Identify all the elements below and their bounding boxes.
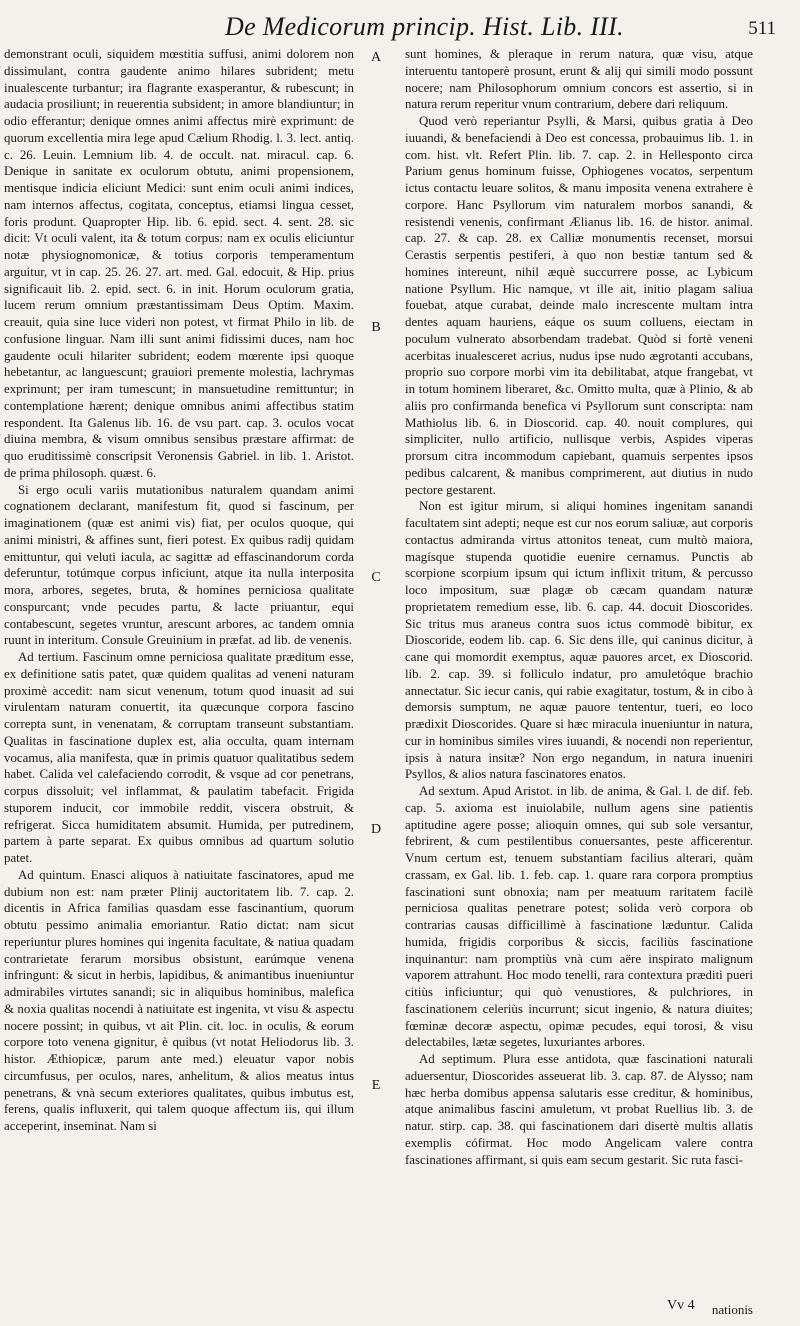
- paragraph: Ad quintum. Enasci aliquos à natiuitate fascinatores, apud me dubium non est: nam præter Plinij auctoritatem lib. 7. cap. 2. dicentis in Africa familias quasdam esse fascinantium, quorum obtutu pessimo animalia emoriantur. Ratio dictat: nam sicut reperiuntur plures homines qui ingenita facultate, & natiua quadam contrarietate ferarum morsibus obsistunt, earúmque venena infringunt: & sicut in herbis, lapidibus, & animantibus inueniuntur admirabiles virtutes sanandi; sic in aliquibus hominibus, malefica & noxia qualitas nocendi à natiuitate est ingenita, vt visu & aspectu nocere possint; in quibus, vt ait Plin. cit. loc. in oculis, & eorum corpore toto venena gignitur, è quibus (vt notat Heliodorus lib. 3. histor. Æthiopicæ, parum ante med.) eleuatur vapor nobis circumfusus, per oculos, nares, anhelitum, & alios meatus intus penetrans, & vnà secum exteriores qualitates, quibus imbutus est, ferens, qualis influxerit, qui talem quoque affectum iis, qui illum acceperint, inseminat. Nam si: [4, 867, 354, 1133]
- right-column: [405, 46, 753, 1168]
- margin-letter-e: E: [371, 1078, 381, 1093]
- margin-letter-c: C: [371, 570, 381, 585]
- margin-letter-a: A: [370, 50, 382, 65]
- page-footer: [405, 1298, 753, 1318]
- paragraph: Si ergo oculi variis mutationibus naturalem quandam animi cognationem declarant, manifestum fit, quod si fascinum, per imaginationem (quæ est animi vis) fiat, per oculos quoque, qui animi ministri, & affines sunt, fieri potest. Ex quibus radij quidam emittuntur, qui veluti iacula, ac sagittæ ad effascinandorum corda deferuntur, totúmque corpus inficiunt, atque ita nulla interposita mora, arbores, segetes, bruta, & homines perniciosa qualitate conspurcant; vnde pecudes partu, & lacte priuantur, equi contabescunt, segetes vruntur, arescunt arbores, ac tandem omnia ruunt in interitum. Consule Greuinium in præfat. ad lib. de venenis.: [4, 482, 354, 648]
- paragraph: Quod verò reperiantur Psylli, & Marsi, quibus gratia à Deo iuuandi, & benefaciendi à Deo est concessa, probauimus lib. 1. in com. hist. vlt. Refert Plin. lib. 7. cap. 2. in Hellesponto circa Parium genus hominum fuisse, Ophiogenes vocatos, serpentum ictus contactu leuare solitos, & manu imposita venena extrahere è corpore. Hanc Psyllorum vim naturalem morbos sanandi, & resistendi venenis, confirmant Ælianus lib. 16. de histor. animal. cap. 27. & cap. 28. ex Calliæ monumentis recenset, morsui Cerastis serpentis pestiferi, à quo non bestiæ tantum sed & homines intereunt, nihil æquè succurrere posse, ac Lybicum natione Psyllum. Hic namque, vt ille ait, initio plagam saliua fouebat, atque curabat, deinde malo increscente multam intra dentes aquam hauriens, eáque os suum colluens, eiectam in poculum vulnerato absorbendam tradebat. Quòd si fortè veneni acerbitas inualesceret acrius, nudus ipse nudo ægrotanti accubans, proprio suo corpore morbi vim ita debilitabat, atque frangebat, vt in totum hominem liberaret, &c. Omitto multa, quæ à Plinio, & ab aliis pro confirmanda benefica vi Psyllorum sunt conscripta: nam Mathiolus lib. 6. in Dioscorid. cap. 40. nouit complures, qui simpliciter, nullo artificio, nullisque verbis, Aspides viperas prorsum citra incommodum capiebant, quamuis serpentes ipsos pedibus calcarent, & manibus comprimerent, aut diutius in nudo pectore gestarent.: [405, 114, 753, 497]
- catchword: nationis: [711, 1302, 753, 1317]
- page-number: 511: [748, 18, 776, 39]
- paragraph: Non est igitur mirum, si aliqui homines ingenitam sanandi facultatem sint adepti; neque est cur nos eorum saliuæ, aut corporis contactus admiranda virtus attonitos teneat, cum multò maiora, magísque stupenda quotidie euenire cernamus. Punctis ab scorpione scorpium ipsum qui ictum inflixit tritum, & percusso loco impositum, suæ plagæ ob cæcam quandam naturæ proprietatem remedium esse, lib. 6. cap. 44. docuit Dioscorides. Sic tritus mus araneus contra suos ictus commodè bibitur, ex Dioscoride, eodem lib. cap. 6. Sic dens ille, qui caninus dicitur, à cane qui momordit exemptus, aquæ pauores arcet, ex Dioscorid. lib. 2. cap. 39. si folliculo indatur, pro amuletóque brachio annectatur. Sic iecur canis, qui rabie exagitatur, tostum, & in cibo à demorsis sumptum, ne aquæ pauore tententur, tueri, eo loco prædixit Dioscorides. Quare si hæc miracula inueniuntur in natura, cur in hominibus similes vires iuuandi, & nocendi non reperientur, ipsis à natura insitæ? Non ergo negandum, in natura inueniri Psyllos, & alios natura fascinatores enatos.: [405, 499, 753, 782]
- running-title: De Medicorum princip. Hist. Lib. III.: [225, 12, 624, 41]
- signature-mark: Vv 4: [667, 1298, 695, 1313]
- left-column: [4, 46, 354, 1135]
- margin-letter-b: B: [371, 320, 381, 335]
- paragraph: Ad tertium. Fascinum omne perniciosa qualitate præditum esse, ex definitione satis patet, quæ quidem qualitas ad veneni naturam proximè accedit: nam sicut venenum, totum quod inuasit ad sui virulentam naturam conuertit, ita quæcunque corpora fascino correpta sunt, in venenatam, & corruptam transeunt substantiam. Qualitas in fascinatione duplex est, alia occulta, quam internam vocamus, alia manifesta, quæ in primis quatuor qualitatibus sedem habet. Calida vel calefaciendo corrodit, & vsque ad cor penetrans, corpus dissoluit; vel inflammat, & paulatim tabefacit. Frigida stuporem inducit, cor immobile reddit, viscera obstruit, & refrigerat. Sicca humiditatem absumit. Humida, per putredinem, partem à parte separat. Ex quibus omnibus ad quartum solutio patet.: [4, 650, 354, 865]
- margin-letter-d: D: [370, 822, 382, 837]
- paragraph: sunt homines, & pleraque in rerum natura, quæ visu, atque interuentu tantoperè prosunt, erunt & alij qui simili modo possunt nocere; nam Philosophorum omnium concors est assertio, si in natura rerum reperitur vnum contrarium, debere dari reliquum.: [405, 47, 753, 112]
- paragraph: Ad sextum. Apud Aristot. in lib. de anima, & Gal. l. de dif. feb. cap. 5. axioma est inuiolabile, nullum agens sine patientis aptitudine agere posse; alioquin omnes, qui sub sole versantur, febrirent, & cum pestilentibus conuersantes, peste afficerentur. Vnum certum est, tenuem substantiam facilius alterari, quàm crassam, ex Gal. lib. 1. feb. cap. 1. quare rara corpora promptius fascinationi sunt obnoxia; nam per meatuum raritatem facilè perniciosa qualitas penetrare potest; solida verò corpora ob contrarias causas difficillimè à fascinatione læduntur. Calida humida, frigidis corporibus & siccis, faciliùs fascinatione inquinantur: nam promptiùs vnà cum aëre inspirato malignum vaporem attrahunt. Hoc modo tenelli, rara contextura præditi pueri citiùs inficiuntur; qui quò venustiores, & pulchriores, in fascinationem celeriùs incurrunt; sicut ingenio, & natura diuites; fœminæ decoræ aspectu, opimæ pecudes, equi torosi, & visu delectabiles, lætæ segetes, luxuriantes arbores.: [405, 784, 753, 1050]
- paragraph: Ad septimum. Plura esse antidota, quæ fascinationi naturali aduersentur, Dioscorides asseuerat lib. 3. cap. 87. de Alysso; nam hæc herba domibus appensa salutaris esse creditur, & hominibus, atque animalibus fascini amuletum, vt probat Ruellius lib. 3. de natur. stirp. cap. 38. qui fascinationem dari disertè multis allatis exemplis cófirmat. Hoc modo Angelicam valere contra fascinationes affirmant, si quis eam secum gestarit. Sic ruta fasci-: [405, 1052, 753, 1167]
- paragraph: demonstrant oculi, siquidem mœstitia suffusi, animi dolorem non dissimulant, contra gaudente animo hilares subrident; metu inualescente turbantur; ira flagrante exasperantur, & rubescunt; in audacia prosiliunt; in reuerentia subsident; in amore blandiuntur; in odio efferantur; denique omnes animi affectus mirè exprimunt: de quorum excellentia mira lege apud Cælium Rhodig. l. 3. lect. antiq. c. 26. Leuin. Lemnium lib. 4. de occult. nat. miracul. cap. 6. Denique in sanitate ex oculorum obtutu, animi propensionem, mentisque indicia eliciunt Medici: sunt enim oculi animi indices, nam internos affectus, cogitata, conceptus, etiamsi lingua cesset, foris produnt. Quapropter Hip. lib. 6. epid. sect. 4. sent. 28. sic dicit: Vt oculi valent, ita & totum corpus: nam ex oculis eliciuntur notæ physiognomonicæ, & totius corporis temperamentum arguitur, vt in cap. 25. 26. 27. art. med. Gal. edocuit, & Hip. prius significauit lib. 2. epid. sect. 6. in init. Horum oculorum gratia, lucem rerum omnium præstantissimam Deus Optim. Maxim. creauit, quia sine luce videri non potest, vt firmat Philo in lib. de confusione linguar. Nam illi sunt animi fidissimi duces, nam hoc gaudente oculi hilariter subrident; eodem mœrente ipsi quoque hebetantur, ac languescunt; grauiori premente molestia, lachrymas exprimunt; per iram tumescunt; in mansuetudine remittuntur; in contemplatione hærent; denique omnibus animi affectibus statim respondent. Ita Galenus lib. 16. de vsu part. cap. 3. oculos vocat diuina membra, & visum omnibus sensibus præstare affirmat: de quo eruditissimè conscripsit Veronensis Gabriel. in lib. 1. Aristot. de prima philosoph. quæst. 6.: [4, 47, 354, 480]
- page-header: [20, 10, 780, 44]
